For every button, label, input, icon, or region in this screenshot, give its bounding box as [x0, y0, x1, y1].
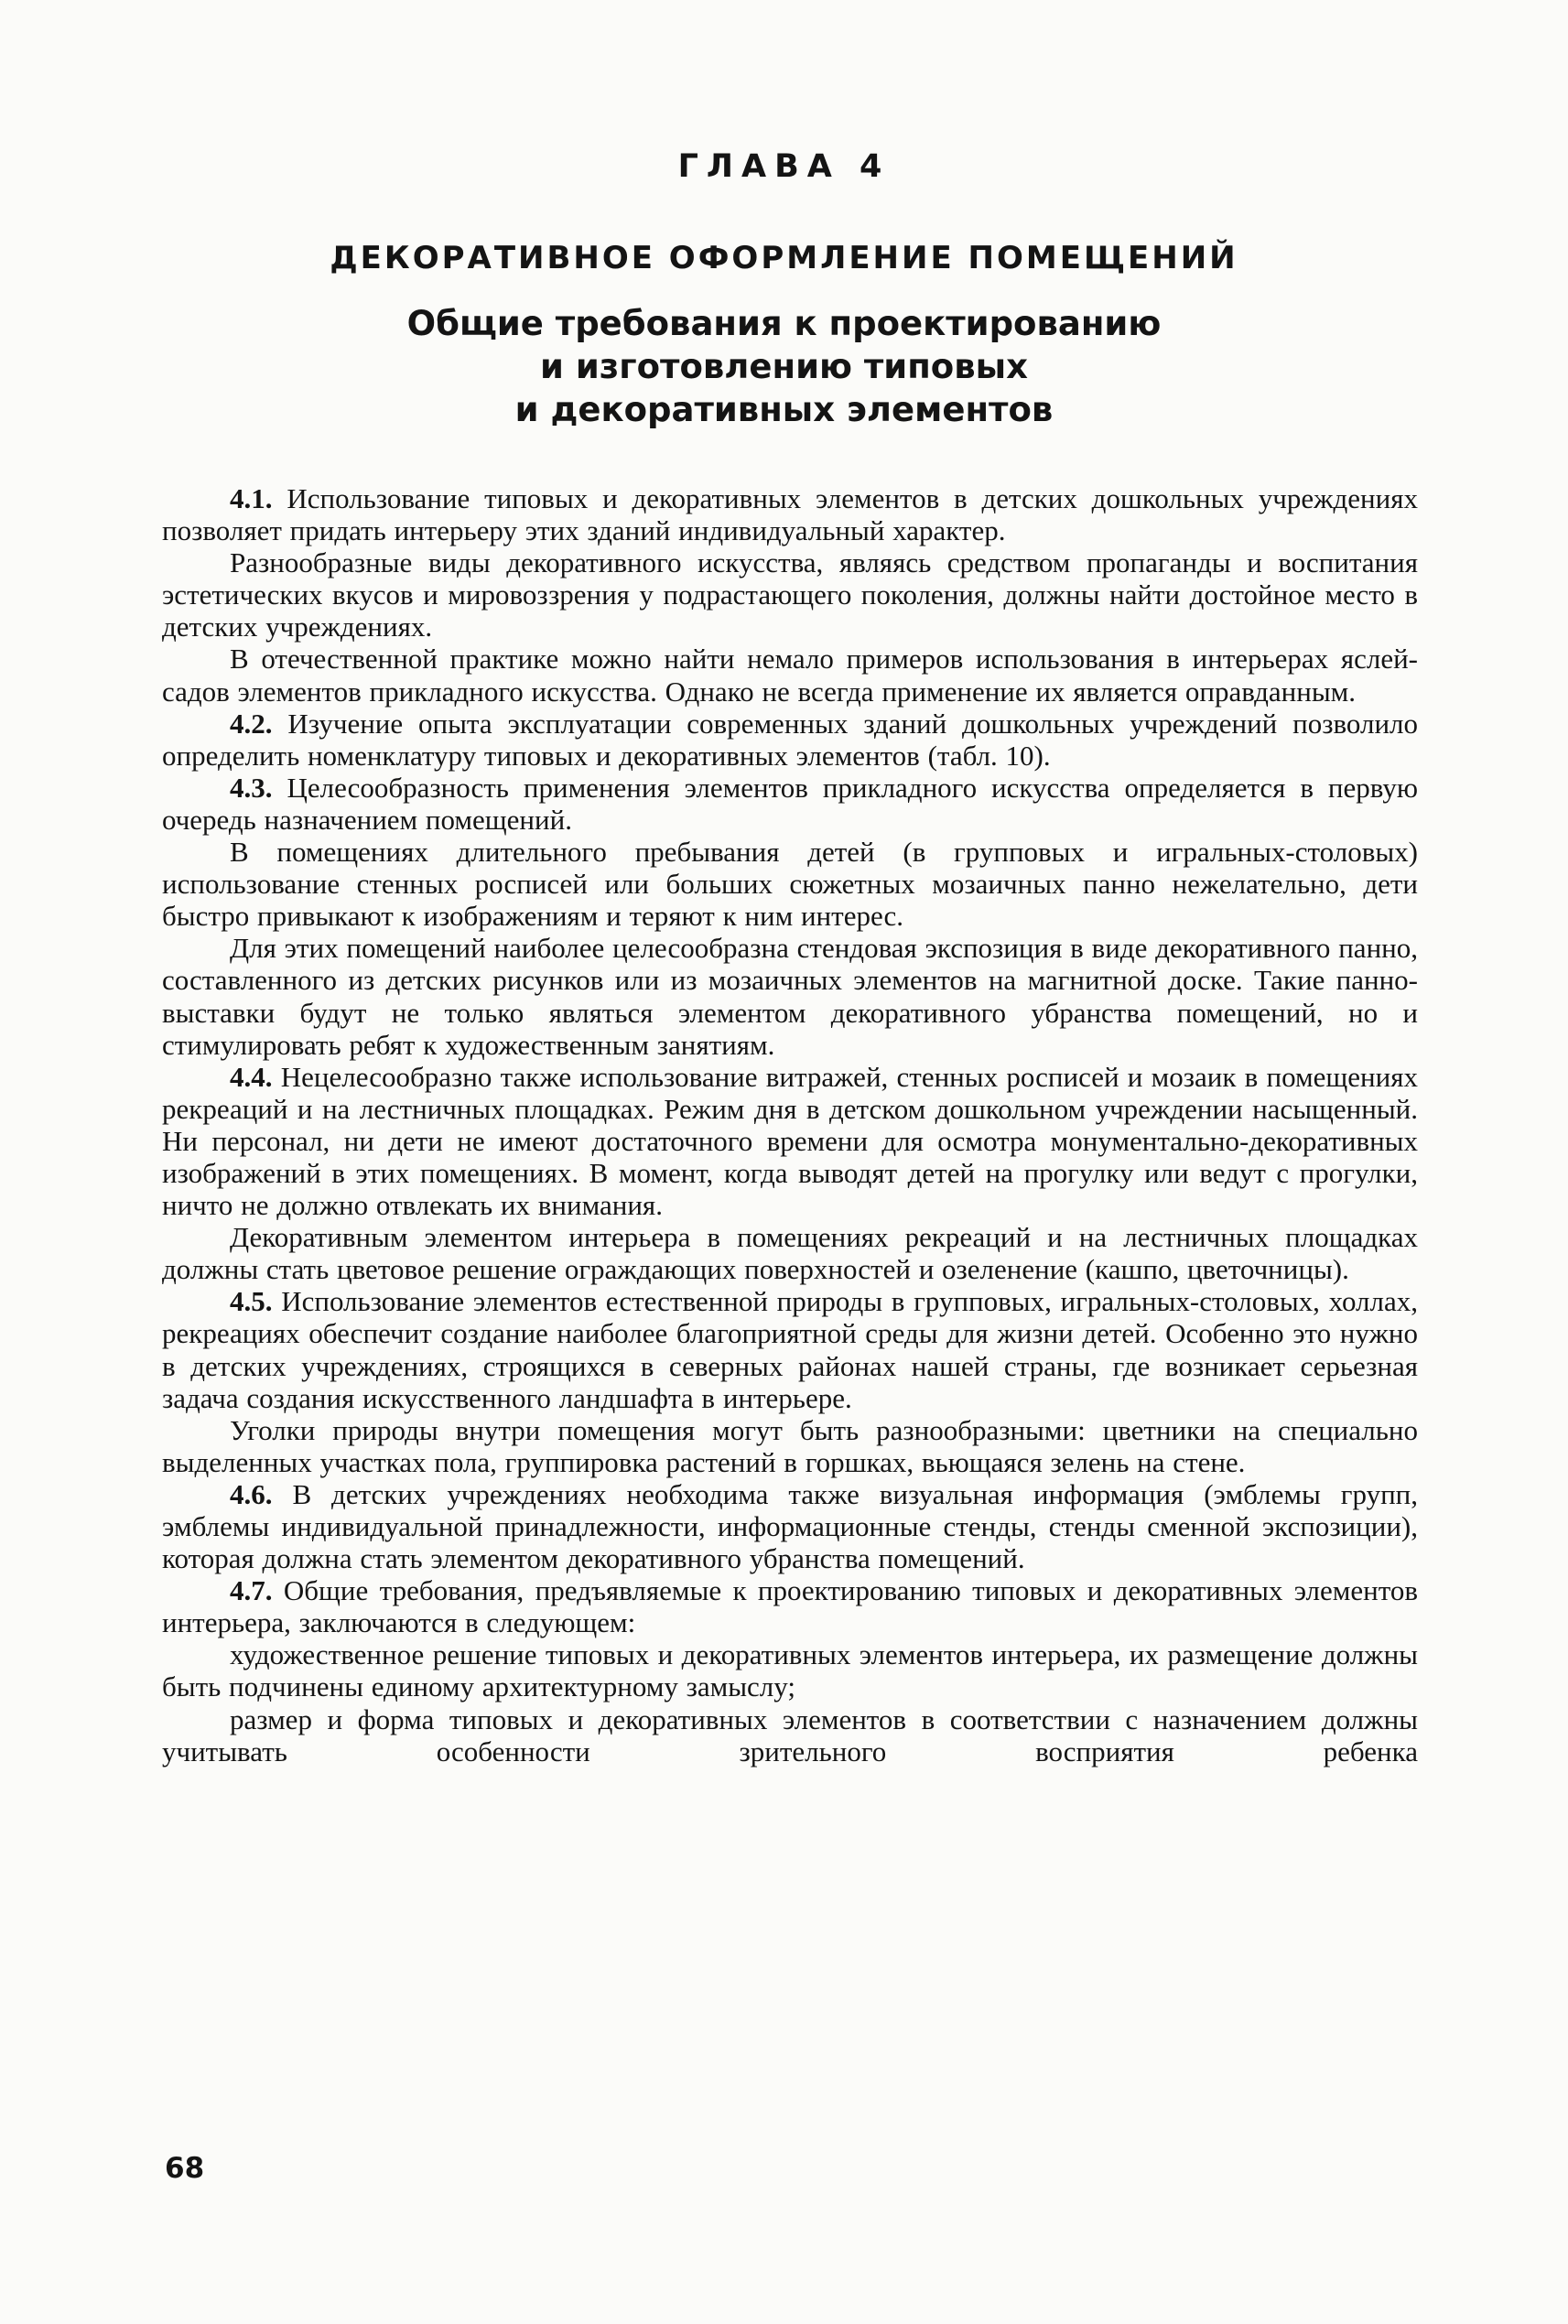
paragraph — [162, 1478, 1418, 1574]
paragraph — [162, 836, 1418, 932]
paragraph-text: В отечественной практике можно найти немало примеров использования в интерьерах яслей-садов элементов прикладного искусства. Однако не всегда применение их является оправданным. — [162, 643, 1418, 708]
section-title: ДЕКОРАТИВНОЕ ОФОРМЛЕНИЕ ПОМЕЩЕНИЙ — [330, 240, 1238, 276]
paragraph-number: 4.5. — [230, 1285, 273, 1318]
paragraph — [162, 708, 1418, 772]
paragraph-text: размер и форма типовых и декоративных элементов в соответствии с назначением должны учитывать особенности зрительного восприятия ребенка — [162, 1702, 1418, 1767]
paragraph — [162, 1221, 1418, 1285]
chapter-heading: ГЛАВА 4 — [677, 148, 891, 185]
paragraph — [162, 1638, 1418, 1702]
paragraph-text: Разнообразные виды декоративного искусства, являясь средством пропаганды и воспитания эстетических вкусов и мировоззрения у подрастающего поколения, должны найти достойное место в детских учреждениях. — [162, 546, 1418, 643]
paragraph — [162, 546, 1418, 643]
paragraph — [162, 932, 1418, 1060]
paragraph — [162, 1574, 1418, 1638]
paragraph — [162, 1414, 1418, 1478]
body-text — [162, 482, 1418, 1767]
paragraph-text: Для этих помещений наиболее целесообразна стендовая экспозиция в виде декоративного панно, составленного из детских рисунков или из мозаичных элементов на магнитной доске. Такие панно-выставки будут не только являться элементом декоративного убранства помещений, но и стимулировать ребят к художественным занятиям. — [162, 932, 1418, 1061]
paragraph — [162, 1285, 1418, 1413]
paragraph — [162, 1061, 1418, 1221]
paragraph-text: Общие требования, предъявляемые к проектированию типовых и декоративных элементов интерьера, заключаются в следующем: — [162, 1574, 1418, 1639]
paragraph-text: Изучение опыта эксплуатации современных зданий дошкольных учреждений позволило определить номенклатуру типовых и декоративных элементов (табл. 10). — [162, 707, 1419, 772]
paragraph-number: 4.2. — [230, 707, 273, 740]
paragraph-number: 4.1. — [230, 482, 273, 514]
paragraph-number: 4.7. — [230, 1574, 273, 1607]
paragraph-text: Декоративным элементом интерьера в помещениях рекреаций и на лестничных площадках должны стать цветовое решение ограждающих поверхностей и озеленение (кашпо, цветочницы). — [162, 1221, 1418, 1286]
subtitle-line: Общие требования к проектированию — [406, 304, 1162, 343]
subtitle-line: и изготовлению типовых — [540, 347, 1028, 386]
paragraph — [162, 1703, 1418, 1767]
paragraph-text: Нецелесообразно также использование витражей, стенных росписей и мозаик в помещениях рекреаций и на лестничных площадках. Режим дня в детском дошкольном учреждении насыщенный. Ни персонал, ни дети не имеют достаточного времени для осмотра монументально-декоративных изображений в этих помещениях. В момент, когда выводят детей на прогулку или ведут с прогулки, ничто не должно отвлекать их внимания. — [162, 1060, 1418, 1222]
page-number: 68 — [165, 2152, 205, 2185]
paragraph — [162, 643, 1418, 707]
paragraph-number: 4.6. — [230, 1477, 273, 1510]
paragraph — [162, 772, 1418, 836]
subtitle — [0, 302, 1568, 431]
subtitle-line: и декоративных элементов — [514, 390, 1054, 429]
paragraph-text: Использование элементов естественной природы в групповых, игральных-столовых, холлах, рекреациях обеспечит создание наиболее благоприятной среды для жизни детей. Особенно это нужно в детских учреждениях, строящихся в северных районах нашей страны, где возникает серьезная задача создания искусственного ландшафта в интерьере. — [162, 1285, 1418, 1414]
paragraph-text: В помещениях длительного пребывания детей (в групповых и игральных-столовых) использование стенных росписей или больших сюжетных мозаичных панно нежелательно, дети быстро привыкают к изображениям и теряют к ним интерес. — [162, 836, 1418, 933]
paragraph-text: Целесообразность применения элементов прикладного искусства определяется в первую очередь назначением помещений. — [162, 771, 1419, 836]
paragraph-text: В детских учреждениях необходима также визуальная информация (эмблемы групп, эмблемы индивидуальной принадлежности, информационные стенды, стенды сменной экспозиции), которая должна стать элементом декоративного убранства помещений. — [162, 1477, 1419, 1575]
paragraph-number: 4.3. — [230, 771, 273, 804]
paragraph-text: Использование типовых и декоративных элементов в детских дошкольных учреждениях позволяет придать интерьеру этих зданий индивидуальный характер. — [162, 482, 1418, 547]
paragraph-text: художественное решение типовых и декоративных элементов интерьера, их размещение должны быть подчинены единому архитектурному замыслу; — [162, 1638, 1418, 1703]
paragraph — [162, 482, 1418, 546]
paragraph-text: Уголки природы внутри помещения могут быть разнообразными: цветники на специально выделенных участках пола, группировка растений в горшках, вьющаяся зелень на стене. — [162, 1413, 1418, 1478]
paragraph-number: 4.4. — [230, 1060, 273, 1093]
